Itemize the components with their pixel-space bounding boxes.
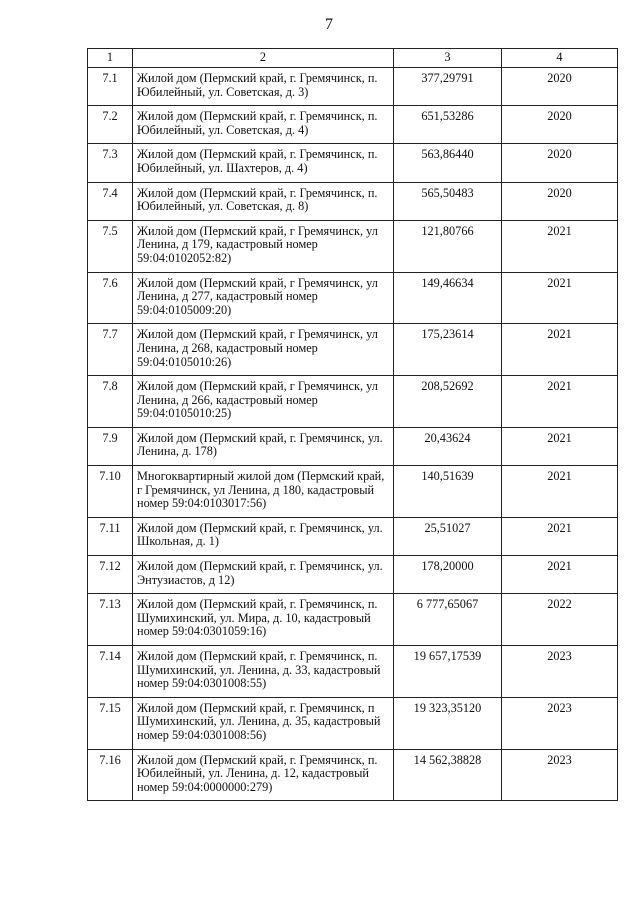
row-number-cell: 7.14 [88,646,133,698]
value-cell: 121,80766 [394,220,502,272]
table-row [88,556,618,594]
table-row [88,427,618,465]
object-name-cell: Жилой дом (Пермский край, г. Гремячинск, п. Юбилейный, ул. Ленина, д. 12, кадастровый номер 59:04:0000000:279) [133,749,394,801]
year-cell: 2020 [502,68,618,106]
table-row [88,182,618,220]
row-number-cell: 7.2 [88,106,133,144]
row-number-cell: 7.12 [88,556,133,594]
table-row [88,144,618,182]
table-row [88,697,618,749]
value-cell: 25,51027 [394,517,502,555]
object-name-cell: Жилой дом (Пермский край, г. Гремячинск, ул. Энтузиастов, д 12) [133,556,394,594]
year-cell: 2021 [502,220,618,272]
object-name-cell: Жилой дом (Пермский край, г. Гремячинск, п. Юбилейный, ул. Советская, д. 4) [133,106,394,144]
row-number-cell: 7.10 [88,466,133,518]
row-number-cell: 7.13 [88,594,133,646]
row-number-cell: 7.5 [88,220,133,272]
value-cell: 651,53286 [394,106,502,144]
value-cell: 19 323,35120 [394,697,502,749]
table-row [88,376,618,428]
table-row [88,749,618,801]
row-number-cell: 7.11 [88,517,133,555]
value-cell: 563,86440 [394,144,502,182]
row-number-cell: 7.1 [88,68,133,106]
row-number-cell: 7.3 [88,144,133,182]
object-name-cell: Жилой дом (Пермский край, г Гремячинск, ул Ленина, д 179, кадастровый номер 59:04:0102052:82) [133,220,394,272]
value-cell: 178,20000 [394,556,502,594]
table-row [88,272,618,324]
value-cell: 208,52692 [394,376,502,428]
row-number-cell: 7.4 [88,182,133,220]
table-header-row [88,49,618,68]
object-name-cell: Жилой дом (Пермский край, г. Гремячинск, п Шумихинский, ул. Ленина, д. 35, кадастровый номер 59:04:0301008:56) [133,697,394,749]
object-name-cell: Жилой дом (Пермский край, г. Гремячинск, п. Юбилейный, ул. Советская, д. 8) [133,182,394,220]
value-cell: 20,43624 [394,427,502,465]
column-header-3: 3 [394,49,502,68]
table-row [88,220,618,272]
object-name-cell: Жилой дом (Пермский край, г. Гремячинск, п. Шумихинский, ул. Ленина, д. 33, кадастровый номер 59:04:0301008:55) [133,646,394,698]
year-cell: 2021 [502,324,618,376]
year-cell: 2021 [502,466,618,518]
value-cell: 149,46634 [394,272,502,324]
year-cell: 2021 [502,272,618,324]
table-row [88,324,618,376]
year-cell: 2021 [502,556,618,594]
row-number-cell: 7.7 [88,324,133,376]
column-header-4: 4 [502,49,618,68]
value-cell: 19 657,17539 [394,646,502,698]
object-name-cell: Жилой дом (Пермский край, г. Гремячинск, п. Юбилейный, ул. Шахтеров, д. 4) [133,144,394,182]
object-name-cell: Жилой дом (Пермский край, г Гремячинск, ул Ленина, д 277, кадастровый номер 59:04:0105009:20) [133,272,394,324]
value-cell: 565,50483 [394,182,502,220]
year-cell: 2020 [502,182,618,220]
year-cell: 2022 [502,594,618,646]
year-cell: 2023 [502,749,618,801]
row-number-cell: 7.6 [88,272,133,324]
year-cell: 2021 [502,427,618,465]
year-cell: 2023 [502,697,618,749]
value-cell: 14 562,38828 [394,749,502,801]
document-table [87,48,618,801]
value-cell: 377,29791 [394,68,502,106]
row-number-cell: 7.15 [88,697,133,749]
row-number-cell: 7.16 [88,749,133,801]
object-name-cell: Жилой дом (Пермский край, г Гремячинск, ул Ленина, д 266, кадастровый номер 59:04:0105010:25) [133,376,394,428]
value-cell: 175,23614 [394,324,502,376]
year-cell: 2021 [502,517,618,555]
year-cell: 2021 [502,376,618,428]
object-name-cell: Жилой дом (Пермский край, г. Гремячинск, п. Шумихинский, ул. Мира, д. 10, кадастровый номер 59:04:0301059:16) [133,594,394,646]
column-header-1: 1 [88,49,133,68]
page-number: 7 [325,16,333,33]
year-cell: 2023 [502,646,618,698]
row-number-cell: 7.9 [88,427,133,465]
table-row [88,594,618,646]
object-name-cell: Жилой дом (Пермский край, г. Гремячинск, ул. Школьная, д. 1) [133,517,394,555]
object-name-cell: Жилой дом (Пермский край, г. Гремячинск, ул. Ленина, д. 178) [133,427,394,465]
table-row [88,517,618,555]
object-name-cell: Жилой дом (Пермский край, г. Гремячинск, п. Юбилейный, ул. Советская, д. 3) [133,68,394,106]
table-row [88,466,618,518]
column-header-2: 2 [133,49,394,68]
row-number-cell: 7.8 [88,376,133,428]
table-row [88,106,618,144]
year-cell: 2020 [502,144,618,182]
year-cell: 2020 [502,106,618,144]
value-cell: 6 777,65067 [394,594,502,646]
value-cell: 140,51639 [394,466,502,518]
object-name-cell: Жилой дом (Пермский край, г Гремячинск, ул Ленина, д 268, кадастровый номер 59:04:0105010:26) [133,324,394,376]
table-row [88,68,618,106]
object-name-cell: Многоквартирный жилой дом (Пермский край, г Гремячинск, ул Ленина, д 180, кадастровый номер 59:04:0103017:56) [133,466,394,518]
table-row [88,646,618,698]
